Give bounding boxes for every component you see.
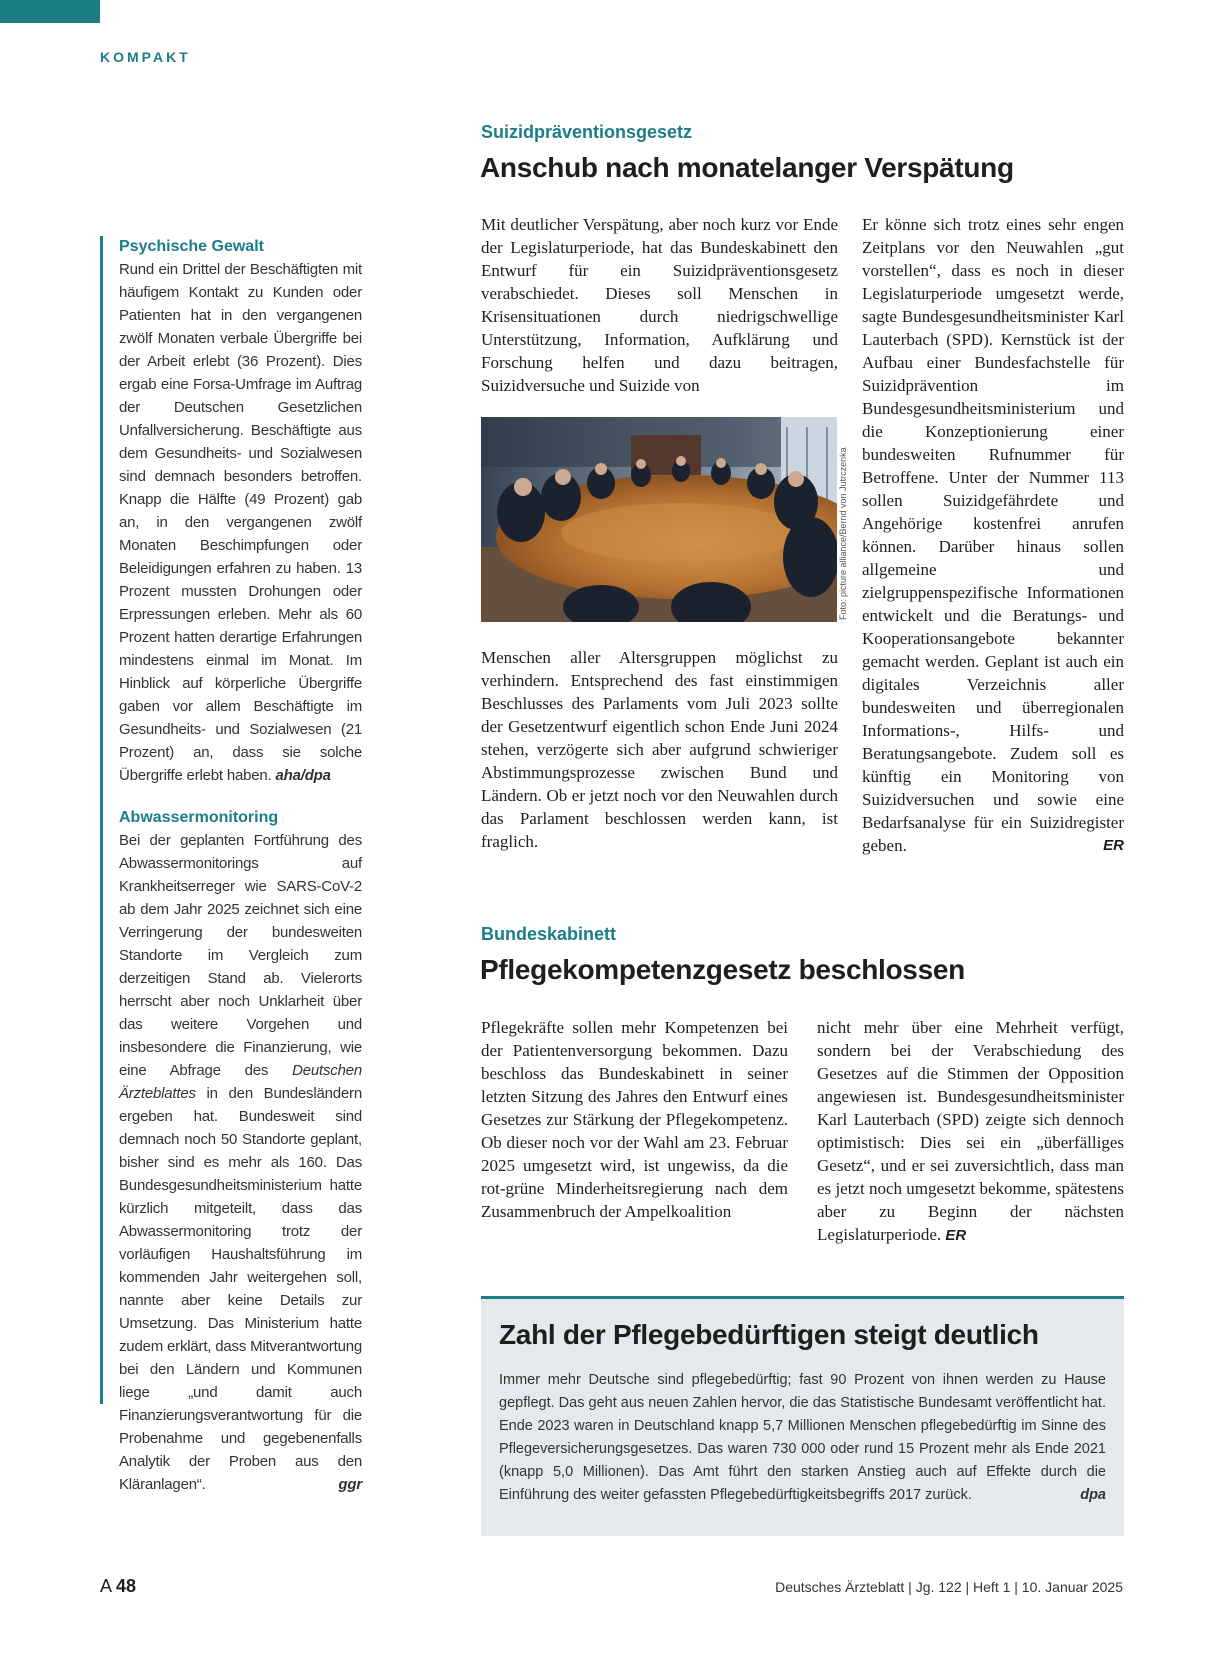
cabinet-meeting-image bbox=[481, 417, 837, 622]
top-accent-bar bbox=[0, 0, 100, 23]
signature: ggr bbox=[338, 1476, 362, 1493]
sidebar-title-psychische-gewalt: Psychische Gewalt bbox=[119, 238, 264, 255]
section-label: KOMPAKT bbox=[100, 49, 191, 65]
sidebar bbox=[100, 236, 362, 1493]
photo-credit: Foto: picture alliance/Bernd von Jutrczenka bbox=[838, 447, 848, 620]
infobox-text: Immer mehr Deutsche sind pflegebedürftig; fast 90 Prozent von ihnen werden zu Hause gepflegt. Das geht aus neuen Zahlen hervor, die das Statistische Bundesamt veröffentlicht hat. Ende 2023 waren in Deutschland knapp 5,7 Millionen Menschen pflegebedürftig im Sinne des Pflegeversicherungsgesetzes. Das waren 730 000 oder rund 15 Prozent mehr als Ende 2021 (knapp 5,0 Millionen). Das Amt führt den starken Anstieg auch auf Effekte durch die Einführung des weiter gefassten Pflegebedürftigkeitsbegriffs 2017 zurück. dpa bbox=[499, 1369, 1106, 1507]
page-number: A 48 bbox=[100, 1576, 137, 1596]
signature: dpa bbox=[1080, 1487, 1106, 1503]
article1-col2: Er könne sich trotz eines sehr engen Zeitplans vor den Neuwahlen „gut vorstellen“, dass es noch in dieser Legislaturperiode umgesetzt werde, sagte Bundesgesundheitsminister Karl Lauterbach (SPD). Kernstück ist der Aufbau einer Bundesfachstelle für Suizidprävention im Bundesgesundheitsministerium und die Konzeptionierung einer bundesweiten Rufnummer für Betroffene. Unter der Nummer 113 sollen Suizidgefährdete und Angehörige kostenfrei anrufen können. Darüber hinaus sollen allgemeine und zielgruppenspezifische Informationen entwickelt und die Beratungs- und Kooperationsangebote bekannter gemacht werden. Geplant ist auch ein digitales Verzeichnis aller bundesweiten und überregionalen Informations-, Hilfs- und Beratungsangebote. Zudem soll es künftig ein Monitoring von Suizidversuchen und sowie eine Bedarfsanalyse für ein Suizidregister geben. ER bbox=[862, 215, 1124, 855]
publication-info: Deutsches Ärzteblatt | Jg. 122 | Heft 1 | 10. Januar 2025 bbox=[775, 1579, 1123, 1595]
infobox-title: Zahl der Pflegebedürftigen steigt deutlich bbox=[499, 1319, 1039, 1350]
sidebar-text-psychische-gewalt: Rund ein Drittel der Beschäftigten mit häufigem Kontakt zu Kunden oder Patienten hat in den vergangenen zwölf Monaten verbale Übergriffe bei der Arbeit erlebt (36 Prozent). Dies ergab eine Forsa-Umfrage im Auftrag der Deutschen Gesetzlichen Unfallversicherung. Beschäftigte aus dem Gesundheits- und Sozialwesen sind demnach besonders betroffen. Knapp die Hälfte (49 Prozent) gab an, in den vergangenen zwölf Monaten Beschimpfungen oder Beleidigungen erfahren zu haben. 13 Prozent mussten Drohungen oder Erpressungen erleben. Mehr als 60 Prozent hatten derartige Erfahrungen mindestens einmal im Monat. Im Hinblick auf körperliche Übergriffe gaben vor allem Beschäftigte im Gesundheits- und Sozialwesen (21 Prozent) an, dass sie solche Übergriffe erlebt haben. aha/dpa bbox=[119, 261, 362, 784]
article2-headline: Pflegekompetenzgesetz beschlossen bbox=[480, 954, 965, 985]
article1-headline: Anschub nach monatelanger Verspätung bbox=[480, 152, 1014, 183]
infobox bbox=[481, 1296, 1124, 1536]
sidebar-text-abwassermonitoring: Bei der geplanten Fortführung des Abwassermonitorings auf Krankheitserreger wie SARS-CoV-2 ab dem Jahr 2025 zeichnet sich eine Verringerung der bundesweiten Standorte im Vergleich zum derzeitigen Stand ab. Vielerorts herrscht aber noch Unklarheit über das weitere Vorgehen und insbesondere die Finanzierung, wie eine Abfrage des Deutschen Ärzteblattes in den Bundesländern ergeben hat. Bundesweit sind demnach noch 50 Standorte geplant, bisher sind es mehr als 160. Das Bundesgesundheitsministerium hatte kürzlich mitgeteilt, dass das Abwassermonitoring trotz der vorläufigen Haushaltsführung im kommenden Jahr weitergehen soll, nannte aber keine Details zur Umsetzung. Das Ministerium hatte zudem erklärt, dass Mitverantwortung bei den Ländern und Kommunen liege „und damit auch Finanzierungsverantwortung für die Probenahme und gegebenenfalls Analytik der Proben aus den Kläranlagen“. ggr bbox=[119, 829, 362, 1496]
article2-kicker: Bundeskabinett bbox=[481, 924, 617, 944]
signature: ER bbox=[945, 1227, 967, 1244]
article1-col1-top: Mit deutlicher Verspätung, aber noch kurz vor Ende der Legislaturperiode, hat das Bundeskabinett den Entwurf für ein Suizidpräventionsgesetz verabschiedet. Dieses soll Menschen in Krisensituationen durch niedrigschwellige Unterstützung, Information, Aufklärung und Forschung helfen und dazu beitragen, Suizidversuche und Suizide von bbox=[481, 215, 838, 395]
article2-col1: Pflegekräfte sollen mehr Kompetenzen bei der Patientenversorgung bekommen. Dazu beschloss das Bundeskabinett in seiner letzten Sitzung des Jahres den Entwurf eines Gesetzes zur Stärkung der Pflegekompetenz. Ob dieser noch vor der Wahl am 23. Februar 2025 umgesetzt wird, ist ungewiss, da die rot-grüne Minderheitsregierung nach dem Zusammenbruch der Ampelkoalition bbox=[481, 1018, 788, 1221]
cabinet-meeting-photo bbox=[481, 417, 837, 622]
article2-col2: nicht mehr über eine Mehrheit verfügt, sondern bei der Verabschiedung des Gesetzes auf die Stimmen der Opposition angewiesen ist. Bundesgesundheitsminister Karl Lauterbach (SPD) zeigte sich dennoch optimistisch: Dies sei ein „überfälliges Gesetz“, und er sei zuversichtlich, dass man es jetzt noch umgesetzt bekomme, spätestens aber zu Beginn der nächsten Legislaturperiode. ER bbox=[817, 1018, 1124, 1244]
sidebar-title-abwassermonitoring: Abwassermonitoring bbox=[119, 809, 279, 826]
article1-col1-bottom: Menschen aller Altersgruppen möglichst zu verhindern. Entsprechend des fast einstimmigen Beschlusses des Parlaments vom Juli 2023 sollte der Gesetzentwurf eigentlich schon Ende Juni 2024 stehen, verzögerte sich aber aufgrund schwieriger Abstimmungsprozesse zwischen Bund und Ländern. Ob er jetzt noch vor den Neuwahlen durch das Parlament beschlossen werden kann, ist fraglich. bbox=[481, 648, 838, 851]
signature: aha/dpa bbox=[275, 767, 331, 784]
signature: ER bbox=[1103, 837, 1124, 854]
article1-kicker: Suizidpräventionsgesetz bbox=[481, 122, 693, 142]
